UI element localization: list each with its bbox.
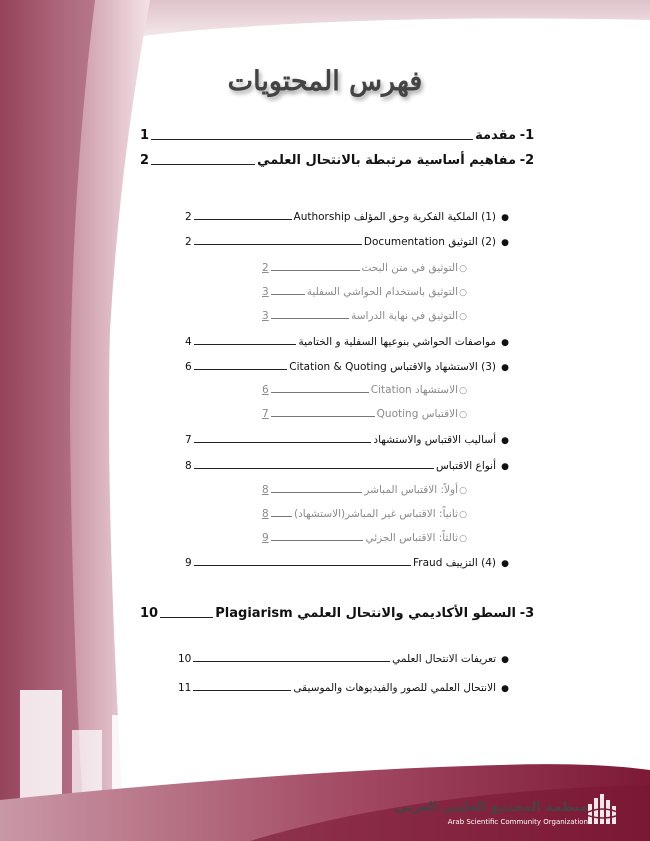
toc-entry <box>262 484 468 496</box>
toc-page-number: 9 <box>262 532 269 544</box>
toc-page-number: 2 <box>140 153 150 168</box>
toc-entry-number: 1- <box>519 128 535 143</box>
toc-entry <box>185 361 514 373</box>
toc-leader-line <box>271 392 369 393</box>
toc-entry-number: 2- <box>519 153 535 168</box>
bullet-icon: ● <box>501 462 509 472</box>
toc-entry <box>140 606 538 621</box>
toc-page-number: 10 <box>140 606 159 621</box>
page-title: فهرس المحتويات <box>227 66 423 97</box>
toc-leader-line <box>271 270 360 271</box>
toc-entry-title: ثانياً: الاقتباس غير المباشر(الاستشهاد) <box>294 508 458 520</box>
toc-leader-line <box>151 139 473 140</box>
toc-entry <box>262 532 468 544</box>
toc-page-number: 2 <box>185 236 192 248</box>
circle-bullet-icon: ○ <box>459 486 467 496</box>
toc-entry-title: (3) الاستشهاد والاقتباس Citation & Quoting <box>289 361 496 373</box>
toc-entry-title: تعريفات الانتحال العلمي <box>392 653 496 665</box>
toc-entry-title: (1) الملكية الفكرية وحق المؤلف Authorship <box>293 211 496 223</box>
circle-bullet-icon: ○ <box>459 534 467 544</box>
bullet-icon: ● <box>501 363 509 373</box>
toc-entry <box>262 310 468 322</box>
toc-page-number: 2 <box>262 262 269 274</box>
toc-leader-line <box>160 617 213 618</box>
toc-entry-title: التوثيق في متن البحث <box>361 262 458 274</box>
toc-page-number: 7 <box>185 434 192 446</box>
toc-leader-line <box>194 244 362 245</box>
toc-entry-title: أنواع الاقتباس <box>435 460 496 472</box>
toc-entry-title: مفاهيم أساسية مرتبطة بالانتحال العلمي <box>257 153 516 168</box>
toc-leader-line <box>271 516 292 517</box>
toc-leader-line <box>194 442 372 443</box>
circle-bullet-icon: ○ <box>459 264 467 274</box>
toc-entry <box>185 236 514 248</box>
toc-entry-title: التوثيق باستخدام الحواشي السفلية <box>306 286 458 298</box>
bullet-icon: ● <box>501 436 509 446</box>
toc-entry <box>185 557 514 569</box>
toc-entry-title: (2) التوثيق Documentation <box>363 236 496 248</box>
toc-entry <box>140 128 538 143</box>
toc-page-number: 7 <box>262 408 269 420</box>
toc-page-number: 9 <box>185 557 192 569</box>
toc-leader-line <box>194 219 292 220</box>
toc-entry <box>262 508 468 520</box>
toc-page-number: 8 <box>185 460 192 472</box>
circle-bullet-icon: ○ <box>459 312 467 322</box>
toc-entry <box>178 682 514 694</box>
org-name-english: Arab Scientific Community Organization <box>447 818 588 826</box>
bullet-icon: ● <box>501 238 509 248</box>
toc-leader-line <box>151 164 255 165</box>
toc-entry <box>140 153 538 168</box>
toc-leader-line <box>271 492 363 493</box>
toc-leader-line <box>271 416 375 417</box>
toc-page-number: 6 <box>262 384 269 396</box>
bullet-icon: ● <box>501 213 509 223</box>
circle-bullet-icon: ○ <box>459 510 467 520</box>
toc-page-number: 6 <box>185 361 192 373</box>
toc-entry <box>262 408 468 420</box>
org-name-arabic: منظمة المجتمع العلمي العربي <box>394 800 588 815</box>
toc-entry-number: 3- <box>519 606 535 621</box>
toc-entry-title: أولاً: الاقتباس المباشر <box>364 484 458 496</box>
toc-entry-title: التوثيق في نهاية الدراسة <box>351 310 458 322</box>
toc-leader-line <box>194 468 434 469</box>
toc-leader-line <box>194 344 297 345</box>
toc-page-number: 10 <box>178 653 192 665</box>
toc-entry-title: الاستشهاد Citation <box>370 384 458 396</box>
circle-bullet-icon: ○ <box>459 410 467 420</box>
bullet-icon: ● <box>501 655 509 665</box>
toc-entry-title: الاقتباس Quoting <box>376 408 458 420</box>
toc-leader-line <box>271 318 349 319</box>
toc-leader-line <box>193 661 390 662</box>
toc-entry-title: مواصفات الحواشي بنوعيها السفلية و الختامية <box>298 336 496 348</box>
bullet-icon: ● <box>501 338 509 348</box>
toc-page-number: 2 <box>185 211 192 223</box>
toc-entry-title: مقدمة <box>475 128 516 143</box>
toc-leader-line <box>193 690 291 691</box>
circle-bullet-icon: ○ <box>459 386 467 396</box>
toc-leader-line <box>194 565 411 566</box>
toc-entry <box>178 653 514 665</box>
toc-entry <box>185 434 514 446</box>
toc-page-number: 1 <box>140 128 150 143</box>
toc-entry <box>185 336 514 348</box>
toc-leader-line <box>271 294 305 295</box>
toc-page-number: 4 <box>185 336 192 348</box>
toc-entry <box>185 460 514 472</box>
toc-entry-title: الانتحال العلمي للصور والفيديوهات والموسيقى <box>293 682 496 694</box>
toc-leader-line <box>194 369 288 370</box>
toc-page-number: 11 <box>178 682 192 694</box>
toc-entry-title: أساليب الاقتباس والاستشهاد <box>373 434 496 446</box>
toc-entry <box>262 384 468 396</box>
toc-page-number: 3 <box>262 286 269 298</box>
toc-page-number: 3 <box>262 310 269 322</box>
bullet-icon: ● <box>501 559 509 569</box>
toc-entry <box>185 211 514 223</box>
circle-bullet-icon: ○ <box>459 288 467 298</box>
toc-entry-title: ثالثاً: الاقتباس الجزئي <box>365 532 458 544</box>
toc-entry-title: (4) التزييف Fraud <box>413 557 496 569</box>
toc-leader-line <box>271 540 364 541</box>
toc-entry-title: السطو الأكاديمي والانتحال العلمي Plagiarism <box>215 606 516 621</box>
toc-entry <box>262 262 468 274</box>
bullet-icon: ● <box>501 684 509 694</box>
toc-page-number: 8 <box>262 508 269 520</box>
toc-page-number: 8 <box>262 484 269 496</box>
toc-entry <box>262 286 468 298</box>
